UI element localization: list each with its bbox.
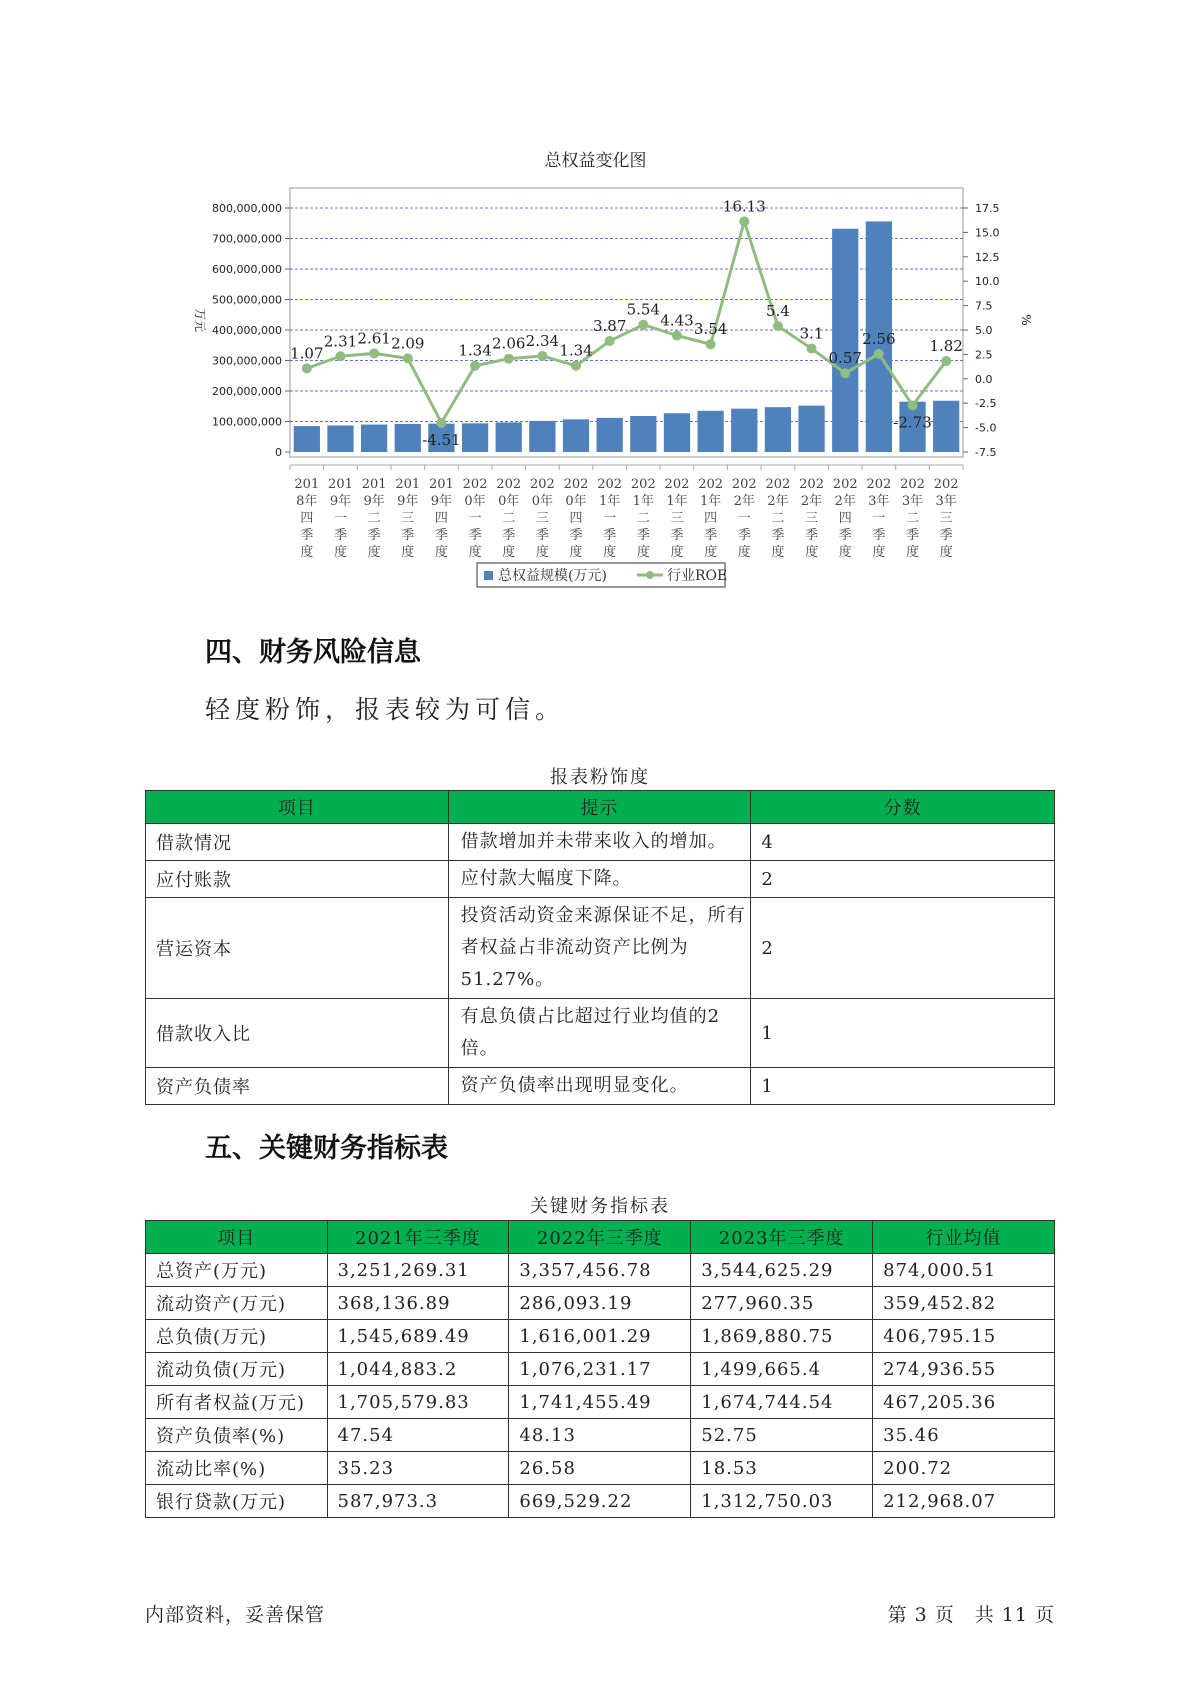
x-tick-label: 度 (838, 545, 852, 560)
roe-data-label: 1.82 (929, 337, 963, 356)
table-row (146, 1068, 1055, 1105)
roe-point (706, 339, 716, 349)
dress-table-header (146, 791, 1055, 824)
kpi-cell: 1,499,665.4 (691, 1353, 873, 1386)
kpi-cell: 1,705,579.83 (327, 1386, 509, 1419)
x-tick-label: 度 (367, 545, 381, 560)
table-row (146, 999, 1055, 1068)
x-tick-label: 二 (771, 511, 785, 526)
row-score: 2 (751, 861, 1055, 898)
row-tip: 资产负债率出现明显变化。 (448, 1068, 751, 1105)
x-tick-label: 一 (872, 511, 886, 526)
roe-data-label: 5.54 (626, 300, 661, 319)
roe-point (605, 336, 615, 346)
kpi-row-label: 总资产(万元) (146, 1254, 328, 1287)
x-tick-label: 202 (597, 477, 623, 492)
kpi-cell: 467,205.36 (873, 1386, 1055, 1419)
kpi-cell: 47.54 (327, 1419, 509, 1452)
x-tick-label: 季 (401, 528, 415, 543)
x-tick-label: 202 (529, 477, 555, 492)
x-tick-label: 季 (434, 528, 448, 543)
x-tick-label: 季 (906, 528, 920, 543)
right-axis-title: % (1019, 314, 1033, 326)
table-row (146, 824, 1055, 861)
x-tick-label: 二 (502, 511, 516, 526)
row-score: 1 (751, 999, 1055, 1068)
x-tick-label: 二 (906, 511, 920, 526)
x-tick-label: 201 (395, 477, 421, 492)
x-tick-label: 季 (603, 528, 617, 543)
kpi-cell: 1,545,689.49 (327, 1320, 509, 1353)
legend-bar-label: 总权益规模(万元) (498, 568, 607, 584)
bar (327, 425, 353, 452)
kpi-cell: 359,452.82 (873, 1287, 1055, 1320)
x-tick-label: 201 (294, 477, 320, 492)
x-tick-label: 0年 (565, 494, 587, 509)
x-tick-label: 度 (805, 545, 819, 560)
x-tick-label: 3年 (901, 494, 924, 509)
right-tick-label: -5.0 (975, 421, 997, 435)
kpi-cell: 277,960.35 (691, 1287, 873, 1320)
x-tick-label: 3年 (935, 494, 957, 509)
x-tick-label: 季 (670, 528, 684, 543)
kpi-cell: 35.23 (327, 1452, 509, 1485)
x-tick-label: 度 (636, 545, 650, 560)
left-tick-label: 100,000,000 (212, 415, 282, 429)
roe-data-label: 1.34 (559, 341, 593, 360)
kpi-cell: 669,529.22 (509, 1485, 691, 1518)
table-row (146, 1353, 1055, 1386)
kpi-cell: 274,936.55 (873, 1353, 1055, 1386)
x-tick-label: 一 (333, 511, 347, 526)
roe-data-label: 3.87 (592, 317, 627, 336)
x-tick-label: 202 (496, 477, 522, 492)
x-tick-label: 度 (300, 545, 314, 560)
bar (765, 407, 791, 452)
x-tick-label: 0年 (464, 494, 486, 509)
roe-point (739, 216, 749, 226)
x-tick-label: 202 (563, 477, 589, 492)
bar (462, 423, 488, 452)
row-item: 资产负债率 (146, 1068, 449, 1105)
bar (933, 401, 959, 452)
x-tick-label: 季 (367, 528, 381, 543)
kpi-section-title: 五、关键财务指标表 (205, 1133, 448, 1164)
roe-data-label: 2.09 (391, 334, 425, 353)
kpi-cell: 3,544,625.29 (691, 1254, 873, 1287)
x-tick-label: 一 (468, 511, 482, 526)
roe-point (403, 353, 413, 363)
x-tick-label: 季 (737, 528, 751, 543)
footer-page-number: 第 3 页 共 11 页 (887, 1604, 1055, 1626)
x-tick-label: 度 (906, 545, 920, 560)
roe-data-label: 1.34 (458, 341, 492, 360)
x-tick-label: 二 (636, 511, 650, 526)
row-item: 借款收入比 (146, 999, 449, 1068)
bar (597, 418, 623, 452)
x-tick-label: 度 (535, 545, 549, 560)
kpi-cell: 1,044,883.2 (327, 1353, 509, 1386)
roe-point (436, 418, 446, 428)
roe-point (941, 356, 951, 366)
x-tick-label: 度 (569, 545, 583, 560)
x-tick-label: 201 (361, 477, 387, 492)
x-tick-label: 202 (698, 477, 724, 492)
x-tick-label: 度 (333, 545, 347, 560)
x-tick-label: 度 (939, 545, 953, 560)
x-tick-label: 度 (872, 545, 886, 560)
x-tick-label: 度 (670, 545, 684, 560)
x-tick-label: 202 (933, 477, 959, 492)
roe-point (302, 363, 312, 373)
header-2022q3: 2022年三季度 (509, 1221, 691, 1254)
right-tick-label: 17.5 (975, 202, 1000, 215)
x-tick-label: 三 (401, 511, 415, 526)
x-tick-label: 2年 (834, 494, 856, 509)
bar (395, 424, 421, 452)
row-score: 2 (751, 898, 1055, 999)
kpi-row-label: 流动比率(%) (146, 1452, 328, 1485)
risk-summary-text: 轻度粉饰，报表较为可信。 (205, 695, 566, 724)
bar (361, 425, 387, 452)
kpi-cell: 368,136.89 (327, 1287, 509, 1320)
roe-data-label: 2.31 (323, 332, 358, 351)
roe-point (773, 321, 783, 331)
kpi-row-label: 流动负债(万元) (146, 1353, 328, 1386)
kpi-row-label: 总负债(万元) (146, 1320, 328, 1353)
kpi-cell: 874,000.51 (873, 1254, 1055, 1287)
footer-confidential: 内部资料，妥善保管 (145, 1604, 326, 1626)
roe-data-label: -2.73 (893, 413, 932, 432)
kpi-cell: 1,741,455.49 (509, 1386, 691, 1419)
x-tick-label: 202 (832, 477, 858, 492)
roe-data-label: 3.54 (693, 320, 728, 339)
kpi-cell: 212,968.07 (873, 1485, 1055, 1518)
row-score: 1 (751, 1068, 1055, 1105)
x-tick-label: 四 (569, 511, 583, 526)
header-item: 项目 (146, 1221, 328, 1254)
x-tick-label: 季 (502, 528, 516, 543)
x-tick-label: 9年 (430, 494, 453, 509)
roe-data-label: 2.61 (357, 329, 391, 348)
bar (563, 419, 589, 452)
x-tick-label: 季 (569, 528, 583, 543)
bar (630, 416, 656, 452)
left-tick-label: 200,000,000 (212, 385, 282, 398)
row-tip: 投资活动资金来源保证不足，所有者权益占非流动资产比例为51.27%。 (448, 898, 751, 999)
left-tick-label: 700,000,000 (212, 232, 282, 246)
x-tick-label: 季 (300, 528, 314, 543)
x-tick-label: 度 (704, 545, 718, 560)
roe-data-label: -4.51 (422, 430, 461, 449)
kpi-cell: 3,251,269.31 (327, 1254, 509, 1287)
roe-data-label: 2.06 (492, 334, 526, 353)
kpi-row-label: 资产负债率(%) (146, 1419, 328, 1452)
header-item: 项目 (146, 791, 449, 824)
x-tick-label: 202 (462, 477, 488, 492)
table-row (146, 861, 1055, 898)
x-tick-label: 度 (468, 545, 482, 560)
kpi-cell: 3,357,456.78 (509, 1254, 691, 1287)
table-row (146, 1287, 1055, 1320)
x-tick-label: 202 (765, 477, 791, 492)
row-tip: 借款增加并未带来收入的增加。 (448, 824, 751, 861)
kpi-cell: 18.53 (691, 1452, 873, 1485)
x-tick-label: 0年 (498, 494, 520, 509)
bar (294, 426, 320, 452)
table-row (146, 1485, 1055, 1518)
kpi-cell: 200.72 (873, 1452, 1055, 1485)
roe-point (504, 354, 514, 364)
row-tip: 有息负债占比超过行业均值的2倍。 (448, 999, 751, 1068)
row-score: 4 (751, 824, 1055, 861)
right-tick-label: 10.0 (975, 275, 1000, 289)
x-tick-label: 2年 (800, 494, 823, 509)
x-tick-label: 季 (636, 528, 650, 543)
table-row (146, 1386, 1055, 1419)
left-axis-title: 万元 (193, 307, 207, 333)
x-tick-label: 季 (704, 528, 718, 543)
table-row (146, 898, 1055, 999)
x-tick-label: 四 (300, 511, 314, 526)
legend-bar-swatch (484, 571, 493, 580)
row-item: 借款情况 (146, 824, 449, 861)
roe-data-label: 2.56 (862, 329, 896, 348)
right-tick-label: 5.0 (975, 324, 993, 337)
x-tick-label: 3年 (868, 494, 890, 509)
x-tick-label: 四 (704, 511, 718, 526)
bar (731, 409, 757, 452)
x-tick-label: 1年 (666, 494, 688, 509)
x-tick-label: 一 (737, 511, 751, 526)
kpi-cell: 1,869,880.75 (691, 1320, 873, 1353)
left-tick-label: 500,000,000 (212, 293, 282, 307)
roe-data-label: 2.34 (525, 331, 560, 350)
roe-data-label: 1.07 (290, 344, 324, 363)
kpi-cell: 48.13 (509, 1419, 691, 1452)
x-tick-label: 季 (771, 528, 785, 543)
x-tick-label: 9年 (397, 494, 419, 509)
x-tick-label: 2年 (767, 494, 789, 509)
kpi-row-label: 所有者权益(万元) (146, 1386, 328, 1419)
bar (664, 413, 690, 452)
x-tick-label: 三 (535, 511, 549, 526)
x-tick-label: 度 (737, 545, 751, 560)
equity-chart (0, 175, 1191, 595)
kpi-cell: 286,093.19 (509, 1287, 691, 1320)
x-tick-label: 201 (328, 477, 353, 492)
kpi-cell: 1,674,744.54 (691, 1386, 873, 1419)
x-tick-label: 二 (367, 511, 381, 526)
x-tick-label: 三 (670, 511, 684, 526)
roe-point (874, 349, 884, 359)
kpi-cell: 1,076,231.17 (509, 1353, 691, 1386)
roe-data-label: 16.13 (722, 197, 766, 216)
x-tick-label: 季 (468, 528, 482, 543)
right-tick-label: 7.5 (975, 299, 993, 313)
roe-point (369, 348, 379, 358)
roe-point (840, 368, 850, 378)
right-tick-label: -2.5 (975, 397, 997, 411)
left-tick-label: 600,000,000 (212, 263, 282, 276)
right-tick-label: 0.0 (975, 372, 993, 386)
roe-point (571, 361, 581, 371)
kpi-cell: 1,616,001.29 (509, 1320, 691, 1353)
x-tick-label: 三 (805, 511, 819, 526)
x-tick-label: 1年 (599, 494, 621, 509)
roe-point (638, 320, 648, 330)
header-industry-avg: 行业均值 (873, 1221, 1055, 1254)
x-tick-label: 1年 (632, 494, 654, 509)
roe-point (672, 331, 682, 341)
plot-frame (290, 188, 963, 457)
x-tick-label: 202 (900, 477, 925, 492)
legend-line-label: 行业ROE (667, 568, 728, 584)
kpi-row-label: 流动资产(万元) (146, 1287, 328, 1320)
kpi-table (145, 1220, 1055, 1518)
roe-data-label: 4.43 (660, 311, 694, 330)
x-tick-label: 三 (939, 511, 953, 526)
row-item: 应付账款 (146, 861, 449, 898)
left-tick-label: 400,000,000 (212, 324, 282, 337)
x-tick-label: 度 (401, 545, 415, 560)
dress-table-caption: 报表粉饰度 (550, 767, 650, 788)
kpi-cell: 52.75 (691, 1419, 873, 1452)
header-2023q3: 2023年三季度 (691, 1221, 873, 1254)
right-tick-label: 2.5 (975, 348, 993, 362)
roe-data-label: 0.57 (828, 349, 862, 368)
x-tick-label: 1年 (699, 494, 722, 509)
bar (529, 421, 555, 452)
row-tip: 应付款大幅度下降。 (448, 861, 751, 898)
x-tick-label: 8年 (296, 494, 318, 509)
right-tick-label: -7.5 (975, 446, 997, 459)
bar (698, 411, 724, 452)
x-tick-label: 202 (731, 477, 757, 492)
left-tick-label: 300,000,000 (212, 354, 282, 368)
kpi-cell: 587,973.3 (327, 1485, 509, 1518)
x-tick-label: 度 (502, 545, 516, 560)
x-tick-label: 202 (664, 477, 690, 492)
x-tick-label: 四 (838, 511, 852, 526)
roe-point (537, 351, 547, 361)
left-tick-label: 0 (275, 446, 282, 459)
header-tip: 提示 (448, 791, 751, 824)
x-tick-label: 9年 (329, 494, 352, 509)
header-2021q3: 2021年三季度 (327, 1221, 509, 1254)
kpi-table-header (146, 1221, 1055, 1254)
table-row (146, 1320, 1055, 1353)
x-tick-label: 2年 (733, 494, 755, 509)
x-tick-label: 9年 (363, 494, 385, 509)
x-tick-label: 201 (429, 477, 454, 492)
kpi-row-label: 银行贷款(万元) (146, 1485, 328, 1518)
x-tick-label: 季 (333, 528, 347, 543)
x-tick-label: 度 (434, 545, 448, 560)
row-item: 营运资本 (146, 898, 449, 999)
kpi-cell: 406,795.15 (873, 1320, 1055, 1353)
x-tick-label: 季 (872, 528, 886, 543)
table-row (146, 1452, 1055, 1485)
roe-point (807, 344, 817, 354)
x-tick-label: 度 (771, 545, 785, 560)
kpi-cell: 1,312,750.03 (691, 1485, 873, 1518)
legend-line-marker (646, 571, 654, 579)
bar (496, 422, 522, 452)
left-tick-label: 800,000,000 (212, 202, 282, 215)
x-tick-label: 季 (838, 528, 852, 543)
bar (798, 406, 824, 452)
roe-point (335, 351, 345, 361)
x-tick-label: 202 (799, 477, 824, 492)
table-row (146, 1254, 1055, 1287)
kpi-cell: 35.46 (873, 1419, 1055, 1452)
roe-data-label: 3.1 (799, 324, 824, 343)
roe-data-label: 5.4 (765, 302, 790, 321)
x-tick-label: 0年 (531, 494, 554, 509)
risk-section-title: 四、财务风险信息 (205, 637, 421, 668)
x-tick-label: 季 (805, 528, 819, 543)
roe-point (908, 400, 918, 410)
kpi-cell: 26.58 (509, 1452, 691, 1485)
kpi-table-caption: 关键财务指标表 (530, 1196, 670, 1217)
right-tick-label: 15.0 (975, 226, 1000, 240)
roe-point (470, 361, 480, 371)
right-tick-label: 12.5 (975, 250, 1000, 264)
x-tick-label: 一 (603, 511, 617, 526)
x-tick-label: 季 (535, 528, 549, 543)
table-row (146, 1419, 1055, 1452)
x-tick-label: 度 (603, 545, 617, 560)
chart-title: 总权益变化图 (544, 151, 647, 171)
x-tick-label: 季 (939, 528, 953, 543)
bar (832, 229, 858, 452)
x-tick-label: 202 (630, 477, 656, 492)
header-score: 分数 (751, 791, 1055, 824)
x-tick-label: 202 (866, 477, 892, 492)
x-tick-label: 四 (434, 511, 448, 526)
dress-table (145, 790, 1055, 1105)
